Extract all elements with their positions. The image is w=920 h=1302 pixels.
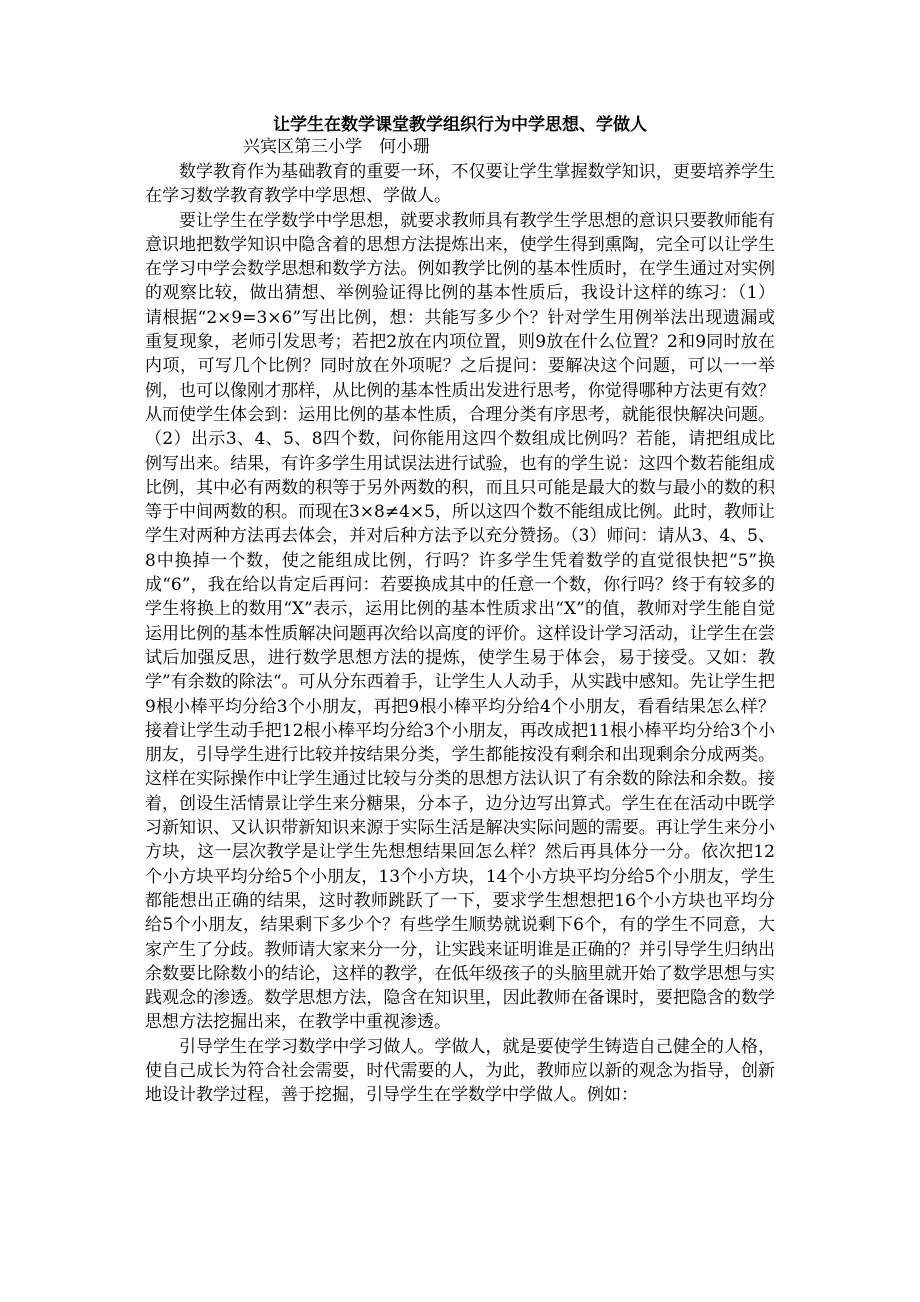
author-line: 兴宾区第三小学 何小珊 <box>243 137 430 157</box>
document-title: 让学生在数学课堂教学组织行为中学思想、学做人 <box>273 115 647 135</box>
paragraph-intro: 数学教育作为基础教育的重要一环，不仅要让学生掌握数学知识，更要培养学生在学习数学教育教学中学思想、学做人。 <box>145 162 775 207</box>
paragraph-learn-conduct: 引导学生在学习数学中学习做人。学做人，就是要使学生铸造自己健全的人格，使自己成长为符合社会需要，时代需要的人，为此，教师应以新的观念为指导，创新地设计教学过程，善于挖掘，引导学生在学数学中学做人。例如： <box>145 1036 775 1106</box>
paragraph-learn-thinking: 要让学生在学数学中学思想，就要求教师具有教学生学思想的意识只要教师能有意识地把数学知识中隐含着的思想方法提炼出来，使学生得到熏陶，完全可以让学生在学习中学会数学思想和数学方法。例如教学比例的基本性质时，在学生通过对实例的观察比较，做出猜想、举例验证得比例的基本性质后，我设计这样的练习：（1）请根据“2×9=3×6”写出比例，想：共能写多少个？针对学生用例举法出现遗漏或重复现象，老师引发思考；若把2放在内项位置，则9放在什么位置？2和9同时放在内项，可写几个比例？同时放在外项呢？之后提问：要解决这个问题，可以一一举例，也可以像刚才那样，从比例的基本性质出发进行思考，你觉得哪种方法更有效？从而使学生体会到：运用比例的基本性质，合理分类有序思考，就能很快解决问题。（2）出示3、4、5、8四个数，问你能用这四个数组成比例吗？若能，请把组成比例写出来。结果，有许多学生用试误法进行试验，也有的学生说：这四个数若能组成比例，其中必有两数的积等于另外两数的积，而且只可能是最大的数与最小的数的积等于中间两数的积。而现在3×8≠4×5，所以这四个数不能组成比例。此时，教师让学生对两种方法再去体会，并对后种方法予以充分赞扬。（3）师问：请从3、4、5、8中换掉一个数，使之能组成比例，行吗？许多学生凭着数学的直觉很快把“5”换成“6”，我在给以肯定后再问：若要换成其中的任意一个数，你行吗？终于有较多的学生将换上的数用“X”表示，运用比例的基本性质求出“X”的值，教师对学生能自觉运用比例的基本性质解决问题再次给以高度的评价。这样设计学习活动，让学生在尝试后加强反思，进行数学思想方法的提炼，使学生易于体会，易于接受。又如：教学”有余数的除法“。可从分东西着手，让学生人人动手，从实践中感知。先让学生把9根小棒平均分给3个小朋友，再把9根小棒平均分给4个小朋友，看看结果怎么样？接着让学生动手把12根小棒平均分给3个小朋友，再改成把11根小棒平均分给3个小朋友，引导学生进行比较并按结果分类，学生都能按没有剩余和出现剩余分成两类。这样在实际操作中让学生通过比较与分类的思想方法认识了有余数的除法和余数。接着，创设生活情景让学生来分糖果，分本子，边分边写出算式。学生在在活动中既学习新知识、又认识带新知识来源于实际生活是解决实际问题的需要。再让学生来分小方块，这一层次教学是让学生先想想结果回怎么样？然后再具体分一分。依次把12个小方块平均分给5个小朋友，13个小方块，14个小方块平均分给5个小朋友，学生都能想出正确的结果，这时教师跳跃了一下，要求学生想想把16个小方块也平均分给5个小朋友，结果剩下多少个？有些学生顺势就说剩下6个，有的学生不同意，大家产生了分歧。教师请大家来分一分，让实践来证明谁是正确的？并引导学生归纳出余数要比除数小的结论，这样的教学，在低年级孩子的头脑里就开始了数学思想与实践观念的渗透。数学思想方法，隐含在知识里，因此教师在备课时，要把隐含的数学思想方法挖掘出来，在教学中重视渗透。 <box>145 210 775 1033</box>
document-body <box>145 160 775 1108</box>
